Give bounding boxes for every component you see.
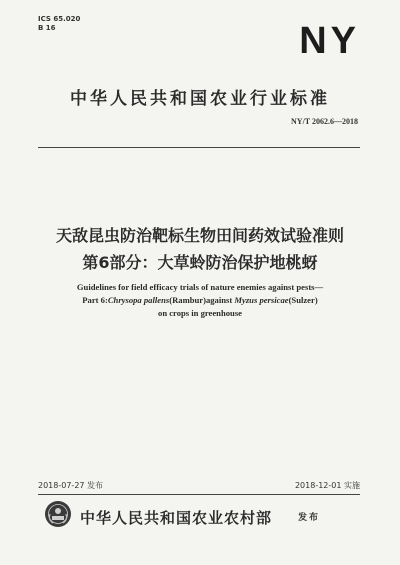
standard-category-title: 中华人民共和国农业行业标准 <box>70 89 330 109</box>
english-title <box>0 281 400 320</box>
effective-date: 2018-12-01 实施 <box>294 481 360 490</box>
species-myzus: Myzus persicae <box>234 295 289 305</box>
bottom-divider <box>38 494 360 495</box>
english-title-line-2 <box>0 294 400 307</box>
author-rambur: (Rambur)against <box>169 295 235 305</box>
top-divider <box>38 147 360 148</box>
publish-label: 发布 <box>298 513 321 523</box>
national-emblem-icon <box>44 500 72 528</box>
ccs-code: B 16 <box>38 24 56 32</box>
author-sulzer: (Sulzer) <box>288 295 318 305</box>
chinese-title-line-1: 天敌昆虫防治靶标生物田间药效试验准则 <box>55 226 344 245</box>
issue-date: 2018-07-27 发布 <box>38 481 104 490</box>
ny-logo: NY <box>299 20 360 62</box>
standard-number: NY/T 2062.6—2018 <box>291 117 358 126</box>
part-label: Part 6: <box>82 295 108 305</box>
chinese-title <box>0 222 400 276</box>
english-title-line-3: on crops in greenhouse <box>158 308 242 318</box>
species-chrysopa: Chrysopa pallens <box>107 295 170 305</box>
chinese-title-line-2: 第6部分：大草蛉防治保护地桃蚜 <box>82 253 318 272</box>
issuing-ministry: 中华人民共和国农业农村部 <box>80 509 273 527</box>
english-title-line-1: Guidelines for field efficacy trials of nature enemies against pests— <box>76 282 324 292</box>
classification-codes <box>38 15 80 33</box>
ics-code: ICS 65.020 <box>38 15 81 23</box>
